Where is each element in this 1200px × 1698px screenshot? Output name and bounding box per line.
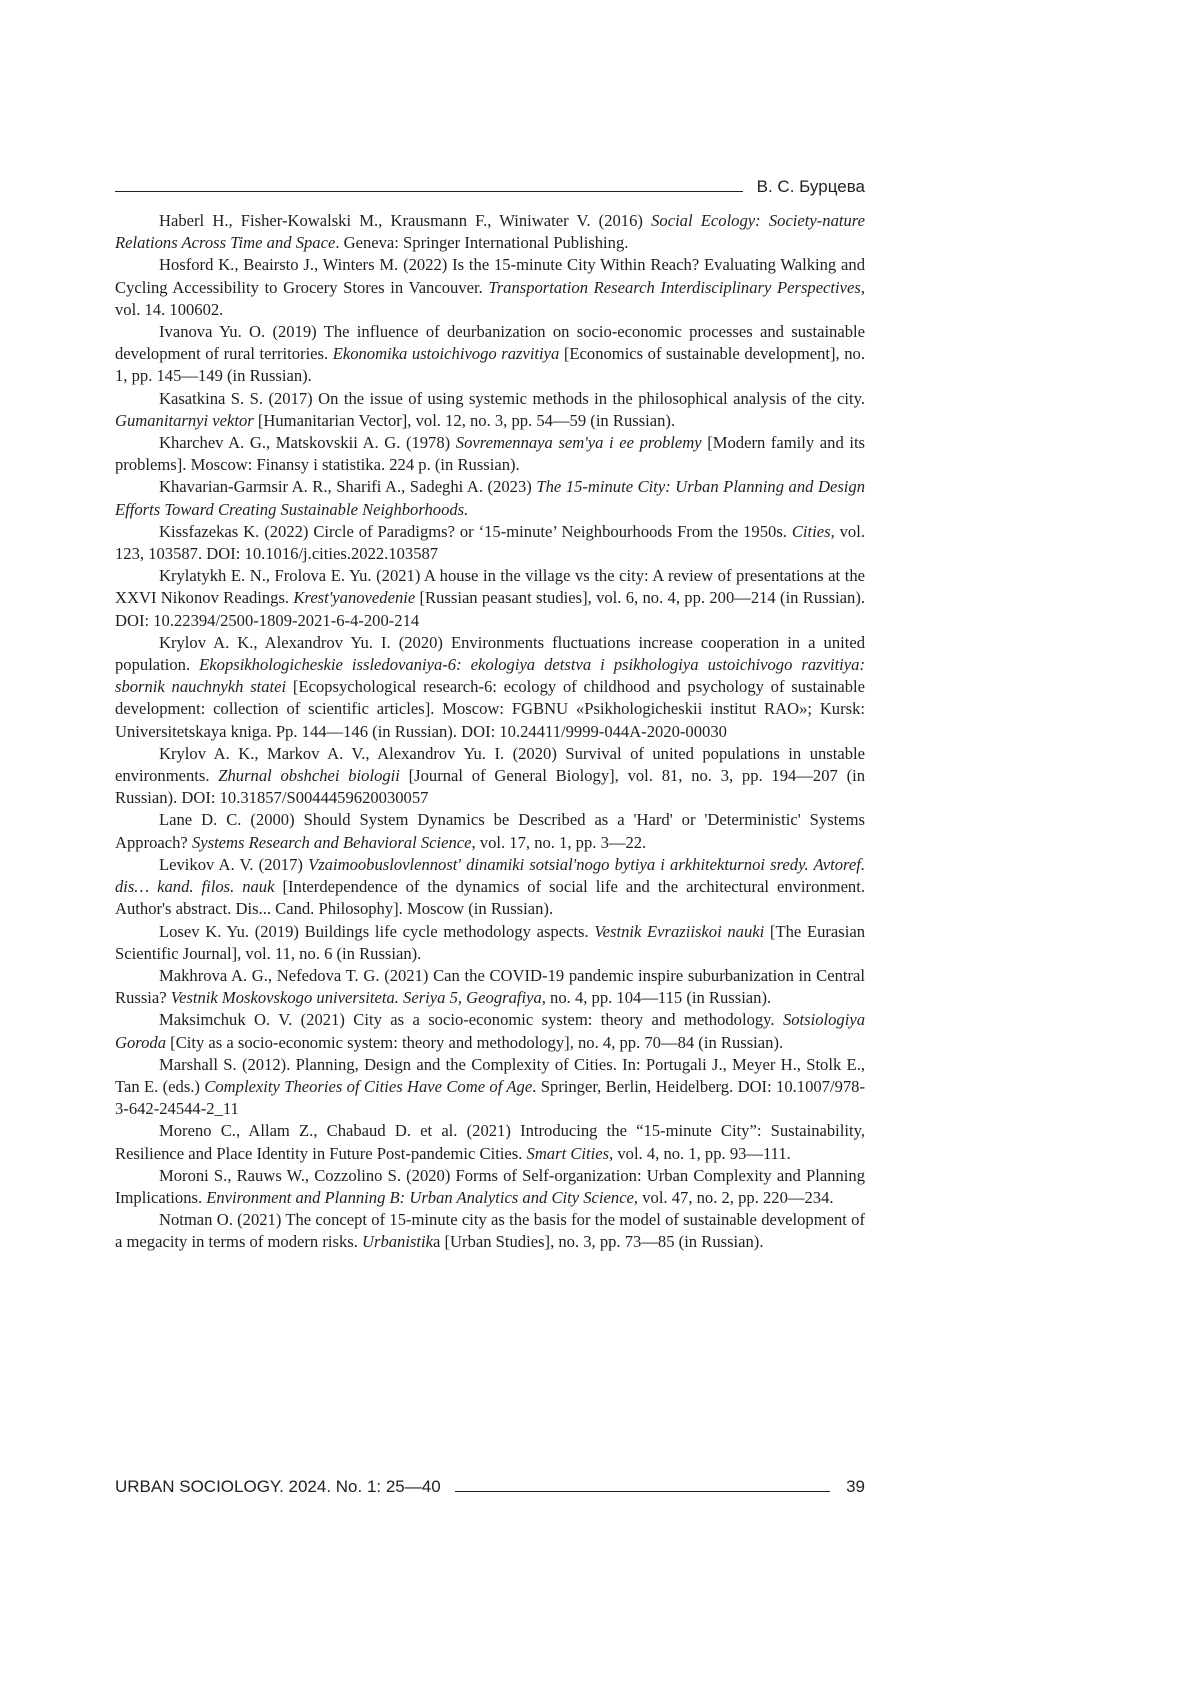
reference-source-title: Sotsiologiya Goroda xyxy=(115,1010,865,1052)
reference-entry xyxy=(115,965,865,1009)
reference-text: Kasatkina S. S. (2017) On the issue of using systemic methods in the philosophical analysis of the city. xyxy=(159,388,865,408)
reference-entry xyxy=(115,1054,865,1121)
reference-text: [Humanitarian Vector], vol. 12, no. 3, pp. 54—59 (in Russian). xyxy=(253,410,676,430)
reference-text: Makhrova A. G., Nefedova T. G. (2021) Can the COVID-19 pandemic inspire suburbanization in Central Russia? xyxy=(115,965,865,1008)
reference-text: Khavarian-Garmsir A. R., Sharifi A., Sadeghi A. (2023) xyxy=(159,477,537,497)
reference-source-title: Sovremennaya sem'ya i ee problemy xyxy=(455,433,702,453)
reference-source-title: Cities xyxy=(791,521,831,541)
reference-text: , vol. 17, no. 1, pp. 3—22. xyxy=(471,832,647,852)
reference-text: Levikov A. V. (2017) xyxy=(159,854,309,874)
reference-source-title: Social Ecology: Society-nature Relations Across Time and Space xyxy=(115,211,865,253)
header-rule xyxy=(115,191,743,192)
reference-text: Notman O. (2021) The concept of 15-minute city as the basis for the model of sustainable development of a megacity in terms of modern risks. xyxy=(115,1210,865,1252)
reference-entry xyxy=(115,1165,865,1209)
reference-entry xyxy=(115,854,865,921)
reference-source-title: Transportation Research Interdisciplinary Perspectives xyxy=(488,277,861,297)
reference-source-title: Systems Research and Behavioral Science xyxy=(191,832,472,852)
reference-text: [Modern family and its problems]. Moscow: Finansy i statistika. 224 p. (in Russian). xyxy=(115,433,866,475)
reference-text: . Springer, Berlin, Heidelberg. DOI: 10.1007/978-3-642-24544-2_11 xyxy=(115,1076,865,1119)
reference-source-title: Urbanistik xyxy=(362,1232,434,1252)
reference-text: . Geneva: Springer International Publishing. xyxy=(335,233,629,253)
reference-source-title: Krest'yanovedenie xyxy=(293,588,416,608)
reference-text: Kharchev A. G., Matskovskii A. G. (1978) xyxy=(159,433,456,453)
reference-text: , vol. 47, no. 2, pp. 220—234. xyxy=(633,1187,834,1207)
reference-entry xyxy=(115,632,865,743)
reference-source-title: Ekonomika ustoichivogo razvitiya xyxy=(332,344,560,364)
reference-entry xyxy=(115,254,865,321)
running-footer xyxy=(115,1473,865,1497)
reference-text: , vol. 123, 103587. DOI: 10.1016/j.cities.2022.103587 xyxy=(115,521,865,564)
reference-text: , no. 4, pp. 104—115 (in Russian). xyxy=(541,988,772,1008)
reference-source-title: Vestnik Evraziiskoi nauki xyxy=(594,921,765,941)
reference-entry xyxy=(115,321,865,388)
reference-text: Krylatykh E. N., Frolova E. Yu. (2021) A house in the village vs the city: A review of presentations at the XXVI Nikonov Readings. xyxy=(115,566,865,608)
reference-entry xyxy=(115,432,865,476)
page-number: 39 xyxy=(846,1477,865,1496)
reference-text: a [Urban Studies], no. 3, pp. 73—85 (in Russian). xyxy=(433,1232,764,1252)
reference-source-title: Ekopsikhologicheskie issledovaniya-6: ekologiya detstva i psikhologiya ustoichivogo razvitiya: sbornik nauchnykh statei xyxy=(115,655,865,697)
reference-text: Ivanova Yu. O. (2019) The influence of deurbanization on socio-economic processes and sustainable development of rural territories. xyxy=(115,322,865,364)
reference-entry xyxy=(115,1120,865,1164)
footer-rule xyxy=(455,1491,830,1492)
reference-text: [Journal of General Biology], vol. 81, no. 3, pp. 194—207 (in Russian). DOI: 10.31857/S0044459620030057 xyxy=(115,766,866,808)
reference-text: [City as a socio-economic system: theory and methodology], no. 4, pp. 70—84 (in Russian). xyxy=(166,1032,784,1052)
reference-text: Losev K. Yu. (2019) Buildings life cycle methodology aspects. xyxy=(159,921,595,941)
reference-entry xyxy=(115,521,865,565)
reference-source-title: The 15-minute City: Urban Planning and Design Efforts Toward Creating Sustainable Neighborhoods. xyxy=(115,477,865,519)
reference-text: [The Eurasian Scientific Journal], vol. 11, no. 6 (in Russian). xyxy=(115,921,865,963)
reference-entry xyxy=(115,210,865,254)
reference-source-title: Gumanitarnyi vektor xyxy=(115,410,254,430)
reference-source-title: Vzaimoobuslovlennost' dinamiki sotsial'nogo bytiya i arkhitekturnoi sredy. Avtoref. dis… kand. filos. nauk xyxy=(115,854,865,897)
reference-text: Krylov A. K., Markov A. V., Alexandrov Yu. I. (2020) Survival of united populations in unstable environments. xyxy=(115,743,865,786)
reference-entry xyxy=(115,921,865,965)
reference-entry xyxy=(115,388,865,432)
reference-entry xyxy=(115,1209,865,1253)
reference-source-title: Complexity Theories of Cities Have Come of Age xyxy=(204,1076,533,1096)
reference-text: Moreno C., Allam Z., Chabaud D. et al. (2021) Introducing the “15-minute City”: Sustainability, Resilience and Place Identity in Future Post-pandemic Cities. xyxy=(115,1121,865,1163)
reference-text: Moroni S., Rauws W., Cozzolino S. (2020) Forms of Self-organization: Urban Complexity and Planning Implications. xyxy=(115,1165,865,1207)
reference-text: [Interdependence of the dynamics of social life and the architectural environment. Author's abstract. Dis... Cand. Philosophy]. Moscow (in Russian). xyxy=(115,877,865,919)
reference-entry xyxy=(115,1009,865,1053)
reference-text: Hosford K., Beairsto J., Winters M. (2022) Is the 15-minute City Within Reach? Evaluating Walking and Cycling Accessibility to Grocery Stores in Vancouver. xyxy=(115,255,865,297)
reference-entry xyxy=(115,743,865,810)
reference-text: [Ecopsychological research-6: ecology of childhood and psychology of sustainable development: collection of scientific articles]. Moscow: FGBNU «Psikhologicheskii institut RAO»; Kursk: Universitetskaya kniga. Pp. 144—146 (in Russian). DOI: 10.24411/9999-044A-2020-00030 xyxy=(115,677,865,741)
running-header xyxy=(115,173,865,197)
reference-entry xyxy=(115,809,865,853)
header-author: В. С. Бурцева xyxy=(756,177,865,196)
reference-list xyxy=(115,210,865,1254)
reference-text: Haberl H., Fisher-Kowalski M., Krausmann F., Winiwater V. (2016) xyxy=(159,211,652,230)
reference-text: Marshall S. (2012). Planning, Design and the Complexity of Cities. In: Portugali J., Meyer H., Stolk E., Tan E. (eds.) xyxy=(115,1054,865,1096)
reference-text: [Economics of sustainable development], no. 1, pp. 145—149 (in Russian). xyxy=(115,344,865,386)
reference-text: Lane D. C. (2000) Should System Dynamics be Described as a 'Hard' or 'Deterministic' Systems Approach? xyxy=(115,810,865,852)
reference-entry xyxy=(115,565,865,632)
reference-text: Krylov A. K., Alexandrov Yu. I. (2020) Environments fluctuations increase cooperation in a united population. xyxy=(115,632,865,675)
reference-source-title: Zhurnal obshchei biologii xyxy=(218,766,400,786)
reference-source-title: Smart Cities xyxy=(526,1143,610,1163)
reference-text: Kissfazekas K. (2022) Circle of Paradigms? or ‘15-minute’ Neighbourhoods From the 1950s. xyxy=(159,521,792,541)
reference-text: [Russian peasant studies], vol. 6, no. 4, pp. 200—214 (in Russian). DOI: 10.22394/2500-1809-2021-6-4-200-214 xyxy=(115,588,866,630)
reference-text: Maksimchuk O. V. (2021) City as a socio-economic system: theory and methodology. xyxy=(159,1010,783,1030)
reference-text: , vol. 14. 100602. xyxy=(115,277,865,319)
reference-source-title: Environment and Planning B: Urban Analytics and City Science xyxy=(206,1187,634,1207)
reference-source-title: Vestnik Moskovskogo universiteta. Seriya 5, Geografiya xyxy=(170,988,542,1008)
reference-entry xyxy=(115,476,865,520)
footer-journal-title: URBAN SOCIOLOGY. 2024. No. 1: 25—40 xyxy=(115,1477,441,1496)
reference-text: , vol. 4, no. 1, pp. 93—111. xyxy=(609,1143,791,1163)
